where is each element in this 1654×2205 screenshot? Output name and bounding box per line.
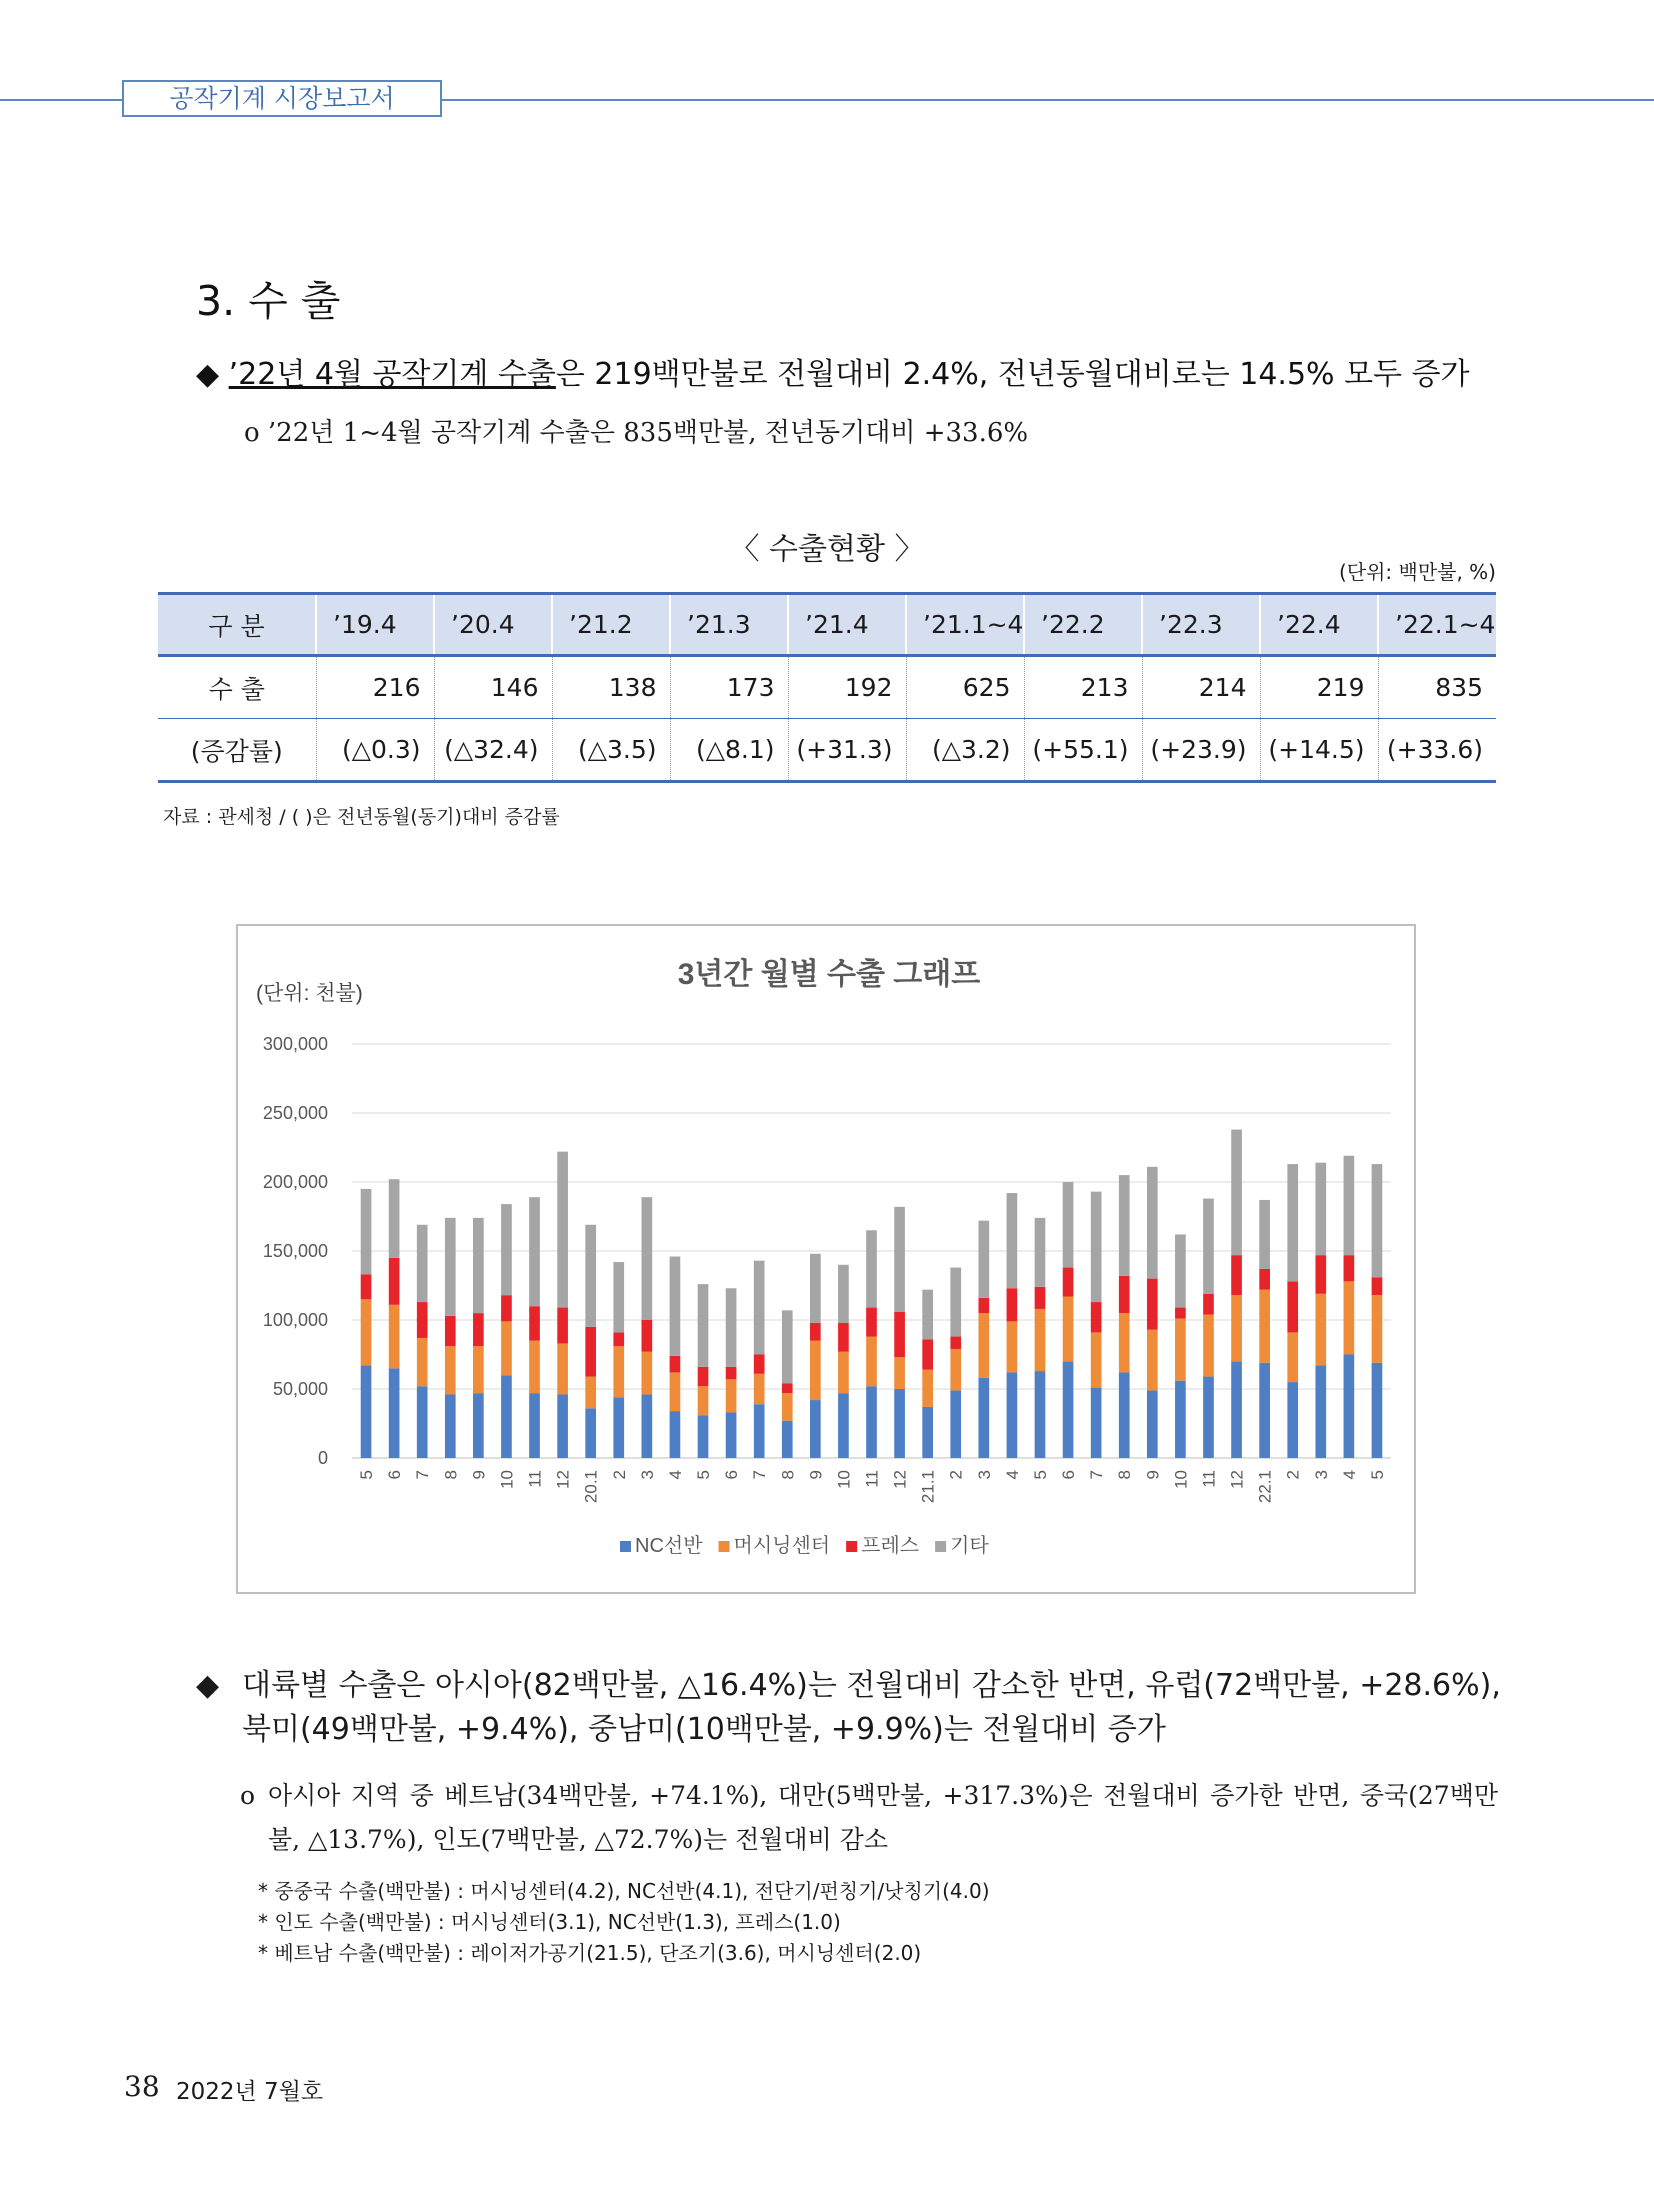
legend-label: 프레스: [861, 1535, 920, 1557]
bar-segment: [501, 1375, 512, 1458]
table-cell: (+14.5): [1260, 719, 1378, 782]
bar-segment: [950, 1390, 961, 1458]
bar-segment: [978, 1378, 989, 1458]
bar-segment: [1315, 1366, 1326, 1458]
x-tick-label: 7: [750, 1470, 770, 1480]
bar-segment: [1035, 1287, 1046, 1309]
bar-segment: [585, 1225, 596, 1327]
bar-segment: [838, 1323, 849, 1352]
bar-segment: [1091, 1302, 1102, 1332]
x-tick-label: 21.1: [918, 1470, 938, 1504]
bar-segment: [1259, 1363, 1270, 1458]
x-tick-label: 6: [385, 1470, 405, 1480]
bar-segment: [473, 1218, 484, 1313]
bar-segment: [501, 1295, 512, 1321]
bar-segment: [1203, 1314, 1214, 1376]
table-cell: (△32.4): [434, 719, 552, 782]
bar-segment: [1175, 1308, 1186, 1319]
bar-segment: [894, 1207, 905, 1312]
monthly-export-chart: [236, 924, 1416, 1594]
bar-segment: [810, 1323, 821, 1341]
bar-segment: [642, 1352, 653, 1395]
bar-segment: [1063, 1182, 1074, 1268]
x-tick-label: 5: [1367, 1470, 1387, 1480]
x-tick-label: 5: [357, 1470, 377, 1480]
bar-segment: [922, 1339, 933, 1369]
bar-segment: [1063, 1268, 1074, 1297]
bar-segment: [1035, 1309, 1046, 1371]
bar-segment: [389, 1258, 400, 1305]
y-tick-label: 200,000: [262, 1172, 328, 1192]
bar-segment: [501, 1321, 512, 1375]
table-cell: 192: [788, 656, 906, 719]
circle-bullet-icon: o: [240, 1781, 256, 1810]
bar-segment: [726, 1379, 737, 1412]
bar-segment: [1007, 1321, 1018, 1372]
bar-segment: [670, 1372, 681, 1411]
bar-segment: [866, 1337, 877, 1387]
x-tick-label: 10: [834, 1470, 854, 1489]
bar-segment: [1231, 1255, 1242, 1295]
table-cell: 219: [1260, 656, 1378, 719]
bar-segment: [613, 1332, 624, 1346]
bar-segment: [473, 1346, 484, 1393]
bar-segment: [754, 1261, 765, 1355]
bar-segment: [1315, 1255, 1326, 1294]
bar-segment: [1315, 1163, 1326, 1255]
bar-segment: [950, 1349, 961, 1390]
bar-segment: [894, 1357, 905, 1389]
bar-segment: [698, 1386, 709, 1415]
bar-segment: [1007, 1288, 1018, 1321]
table-cell: 213: [1024, 656, 1142, 719]
bar-segment: [1175, 1381, 1186, 1458]
bar-segment: [1231, 1130, 1242, 1256]
bar-segment: [557, 1308, 568, 1344]
bar-segment: [726, 1367, 737, 1379]
x-tick-label: 11: [1199, 1470, 1219, 1488]
bar-segment: [1259, 1290, 1270, 1363]
bar-segment: [1344, 1156, 1355, 1255]
bar-segment: [838, 1265, 849, 1323]
bar-segment: [866, 1386, 877, 1458]
bar-segment: [1091, 1332, 1102, 1387]
bar-segment: [585, 1377, 596, 1409]
legend-swatch: [719, 1541, 730, 1552]
bar-segment: [1091, 1192, 1102, 1302]
diamond-bullet-icon: ◆: [196, 1668, 220, 1703]
bar-segment: [445, 1346, 456, 1394]
bar-segment: [838, 1352, 849, 1393]
report-title: 공작기계 시장보고서: [169, 84, 395, 113]
bar-segment: [613, 1346, 624, 1397]
y-tick-label: 100,000: [262, 1310, 328, 1330]
bar-segment: [1063, 1297, 1074, 1362]
bar-segment: [473, 1313, 484, 1346]
bar-segment: [529, 1393, 540, 1458]
bar-segment: [389, 1179, 400, 1258]
y-tick-label: 0: [317, 1448, 328, 1468]
x-tick-label: 6: [1059, 1470, 1079, 1480]
table-cell: (증감률): [158, 719, 316, 782]
report-title-box: [122, 80, 442, 117]
bar-segment: [782, 1421, 793, 1458]
diamond-bullet-icon: ◆: [196, 357, 220, 392]
bar-segment: [726, 1288, 737, 1367]
bar-segment: [473, 1393, 484, 1458]
bar-segment: [698, 1415, 709, 1458]
bar-segment: [950, 1268, 961, 1337]
summary-highlight: ’22년 4월 공작기계 수출: [228, 357, 556, 392]
bar-segment: [642, 1395, 653, 1458]
x-tick-label: 7: [1087, 1470, 1107, 1480]
table-row: [158, 719, 1496, 782]
summary-text: 은 219백만불로 전월대비 2.4%, 전년동월대비로는 14.5% 모두 증가: [555, 357, 1470, 392]
x-tick-label: 11: [525, 1470, 545, 1488]
bar-segment: [1315, 1294, 1326, 1366]
bar-segment: [922, 1290, 933, 1340]
x-tick-label: 20.1: [581, 1470, 601, 1504]
bar-segment: [585, 1408, 596, 1458]
bar-segment: [1063, 1361, 1074, 1458]
table-cell: (△8.1): [670, 719, 788, 782]
bar-segment: [1175, 1234, 1186, 1307]
bar-segment: [1231, 1361, 1242, 1458]
table-row: [158, 656, 1496, 719]
note-india: * 인도 수출(백만불) : 머시닝센터(3.1), NC선반(1.3), 프레스(1.0): [258, 1910, 841, 1934]
bar-segment: [501, 1204, 512, 1295]
bar-segment: [754, 1404, 765, 1458]
chart-title: 3년간 월별 수출 그래프: [677, 958, 981, 991]
bar-segment: [810, 1254, 821, 1323]
table-cell: 173: [670, 656, 788, 719]
export-status-table: [158, 592, 1496, 783]
bar-segment: [698, 1284, 709, 1367]
bar-segment: [1287, 1382, 1298, 1458]
table-cell: 625: [906, 656, 1024, 719]
x-tick-label: 10: [497, 1470, 517, 1489]
chart-unit-label: (단위: 천불): [256, 982, 363, 1005]
bar-segment: [1287, 1164, 1298, 1281]
table-header: ’21.1~4: [906, 594, 1024, 656]
bar-segment: [1147, 1279, 1158, 1330]
bar-segment: [922, 1370, 933, 1407]
bar-segment: [557, 1395, 568, 1458]
table-cell: (+23.9): [1142, 719, 1260, 782]
bar-segment: [1119, 1372, 1130, 1458]
x-tick-label: 10: [1171, 1470, 1191, 1489]
bar-segment: [698, 1367, 709, 1386]
bar-segment: [754, 1374, 765, 1404]
bar-segment: [1119, 1175, 1130, 1276]
bar-segment: [1147, 1167, 1158, 1279]
table-header: ’22.4: [1260, 594, 1378, 656]
bar-segment: [670, 1257, 681, 1356]
section-title: 3. 수 출: [196, 277, 341, 325]
note-vietnam: * 베트남 수출(백만불) : 레이저가공기(21.5), 단조기(3.6), 머시닝센터(2.0): [258, 1941, 922, 1965]
bar-segment: [894, 1312, 905, 1358]
table-header: ’20.4: [434, 594, 552, 656]
bar-segment: [1203, 1294, 1214, 1315]
bar-segment: [1147, 1390, 1158, 1458]
bar-segment: [726, 1412, 737, 1458]
bar-segment: [361, 1189, 372, 1275]
bar-segment: [1344, 1355, 1355, 1459]
x-tick-label: 5: [1030, 1470, 1050, 1480]
bar-segment: [389, 1305, 400, 1368]
legend-swatch: [846, 1541, 857, 1552]
bar-segment: [1035, 1371, 1046, 1458]
legend-swatch: [935, 1541, 946, 1552]
table-source: 자료 : 관세청 / ( )은 전년동월(동기)대비 증감률: [163, 806, 560, 828]
bar-segment: [417, 1338, 428, 1386]
table-cell: (△3.5): [552, 719, 670, 782]
table-unit: (단위: 백만불, %): [1338, 560, 1496, 584]
x-tick-label: 2: [946, 1470, 966, 1480]
table-cell: 수 출: [158, 656, 316, 719]
table-header: ’21.2: [552, 594, 670, 656]
circle-bullet-icon: o: [244, 418, 260, 448]
summary-sub-text: ’22년 1~4월 공작기계 수출은 835백만불, 전년동기대비 +33.6%: [267, 418, 1029, 448]
bar-segment: [389, 1368, 400, 1458]
bar-segment: [978, 1313, 989, 1378]
bar-segment: [1344, 1281, 1355, 1354]
bar-segment: [417, 1386, 428, 1458]
y-tick-label: 150,000: [262, 1241, 328, 1261]
bar-segment: [810, 1341, 821, 1400]
bar-segment: [1372, 1363, 1383, 1458]
bar-segment: [642, 1320, 653, 1352]
bar-segment: [1372, 1164, 1383, 1277]
bar-segment: [754, 1355, 765, 1374]
bar-segment: [1147, 1330, 1158, 1391]
bar-segment: [1119, 1276, 1130, 1313]
table-cell: (△3.2): [906, 719, 1024, 782]
bar-segment: [445, 1316, 456, 1346]
y-tick-label: 50,000: [272, 1379, 328, 1399]
table-cell: 835: [1378, 656, 1496, 719]
bar-segment: [894, 1389, 905, 1458]
page-number: 38: [124, 2070, 160, 2103]
table-header: ’19.4: [316, 594, 434, 656]
x-tick-label: 3: [974, 1470, 994, 1480]
bar-segment: [417, 1225, 428, 1302]
table-cell: 146: [434, 656, 552, 719]
table-header: ’22.2: [1024, 594, 1142, 656]
bar-segment: [1091, 1388, 1102, 1458]
x-tick-label: 3: [637, 1470, 657, 1480]
bar-segment: [642, 1197, 653, 1320]
bar-segment: [1259, 1200, 1270, 1269]
bar-segment: [361, 1366, 372, 1458]
note-china: * 중중국 수출(백만불) : 머시닝센터(4.2), NC선반(4.1), 전단기/펀칭기/낫칭기(4.0): [258, 1879, 990, 1903]
bar-segment: [529, 1197, 540, 1306]
asia-sub-point: [240, 1774, 1498, 1862]
bar-segment: [950, 1337, 961, 1349]
bar-segment: [922, 1407, 933, 1458]
bar-segment: [613, 1262, 624, 1332]
bar-segment: [978, 1221, 989, 1298]
table-cell: (△0.3): [316, 719, 434, 782]
x-tick-label: 9: [469, 1470, 489, 1480]
chart-canvas: [238, 926, 1414, 1592]
x-tick-label: 8: [778, 1470, 798, 1480]
table-cell: (+31.3): [788, 719, 906, 782]
region-text: 대륙별 수출은 아시아(82백만불, △16.4%)는 전월대비 감소한 반면, 유럽(72백만불, +28.6%), 북미(49백만불, +9.4%), 중남미(10백만불, +9.9%)는 전월대비 증가: [242, 1668, 1501, 1747]
issue-date: 2022년 7월호: [176, 2079, 324, 2105]
bar-segment: [1287, 1281, 1298, 1332]
bar-segment: [810, 1400, 821, 1458]
bar-segment: [1175, 1319, 1186, 1381]
bar-segment: [445, 1395, 456, 1458]
bar-segment: [1259, 1269, 1270, 1290]
legend-label: NC선반: [635, 1535, 703, 1557]
x-tick-label: 11: [862, 1470, 882, 1488]
legend-label: 머시닝센터: [733, 1535, 831, 1557]
x-tick-label: 8: [441, 1470, 461, 1480]
bar-segment: [866, 1230, 877, 1307]
x-tick-label: 4: [665, 1470, 685, 1480]
x-tick-label: 12: [553, 1470, 573, 1489]
bar-segment: [1231, 1295, 1242, 1361]
bar-segment: [1119, 1313, 1130, 1372]
table-cell: 138: [552, 656, 670, 719]
bar-segment: [978, 1298, 989, 1313]
table-header: ’21.4: [788, 594, 906, 656]
bar-segment: [361, 1274, 372, 1299]
bar-segment: [1007, 1372, 1018, 1458]
bar-segment: [557, 1343, 568, 1394]
x-tick-label: 8: [1115, 1470, 1135, 1480]
bar-segment: [1287, 1332, 1298, 1382]
summary-sub-point: [244, 412, 1028, 449]
x-tick-label: 4: [1002, 1470, 1022, 1480]
bar-segment: [838, 1393, 849, 1458]
bar-segment: [1372, 1295, 1383, 1363]
table-header-row: [158, 594, 1496, 656]
x-tick-label: 7: [413, 1470, 433, 1480]
table-cell: (+33.6): [1378, 719, 1496, 782]
x-tick-label: 9: [1143, 1470, 1163, 1480]
y-tick-label: 300,000: [262, 1034, 328, 1054]
x-tick-label: 12: [1227, 1470, 1247, 1489]
region-bullet: [196, 1664, 1506, 1752]
bar-segment: [782, 1310, 793, 1383]
bar-segment: [1203, 1199, 1214, 1294]
table-title: 〈 수출현황 〉: [729, 532, 925, 567]
bar-segment: [613, 1397, 624, 1458]
table-cell: 214: [1142, 656, 1260, 719]
x-tick-label: 5: [694, 1470, 714, 1480]
legend-swatch: [620, 1541, 631, 1552]
x-tick-label: 2: [1283, 1470, 1303, 1480]
bar-segment: [1344, 1255, 1355, 1281]
bar-segment: [782, 1383, 793, 1393]
bar-segment: [417, 1302, 428, 1338]
bar-segment: [1372, 1277, 1383, 1295]
y-tick-label: 250,000: [262, 1103, 328, 1123]
table-cell: (+55.1): [1024, 719, 1142, 782]
bar-segment: [585, 1327, 596, 1377]
x-tick-label: 3: [1311, 1470, 1331, 1480]
bar-segment: [1203, 1377, 1214, 1458]
bar-segment: [782, 1393, 793, 1421]
bar-segment: [361, 1299, 372, 1365]
bar-segment: [557, 1152, 568, 1308]
x-tick-label: 4: [1339, 1470, 1359, 1480]
x-tick-label: 12: [890, 1470, 910, 1489]
bar-segment: [866, 1308, 877, 1337]
x-tick-label: 22.1: [1255, 1470, 1275, 1504]
summary-bullet: [196, 349, 1470, 393]
bar-segment: [1007, 1193, 1018, 1288]
table-header: ’22.3: [1142, 594, 1260, 656]
legend-label: 기타: [950, 1535, 989, 1557]
table-cell: 216: [316, 656, 434, 719]
bar-segment: [445, 1218, 456, 1316]
asia-sub-text: 아시아 지역 중 베트남(34백만불, +74.1%), 대만(5백만불, +317.3%)은 전월대비 증가한 반면, 중국(27백만불, △13.7%), 인도(7백만불, △72.7%)는 전월대비 감소: [268, 1781, 1498, 1854]
bar-segment: [529, 1306, 540, 1341]
bar-segment: [1035, 1218, 1046, 1287]
x-tick-label: 6: [722, 1470, 742, 1480]
x-tick-label: 2: [609, 1470, 629, 1480]
table-header: 구 분: [158, 594, 316, 656]
bar-segment: [670, 1411, 681, 1458]
bar-segment: [529, 1341, 540, 1393]
table-header: ’21.3: [670, 594, 788, 656]
x-tick-label: 9: [806, 1470, 826, 1480]
table-header: ’22.1~4: [1378, 594, 1496, 656]
bar-segment: [670, 1356, 681, 1373]
